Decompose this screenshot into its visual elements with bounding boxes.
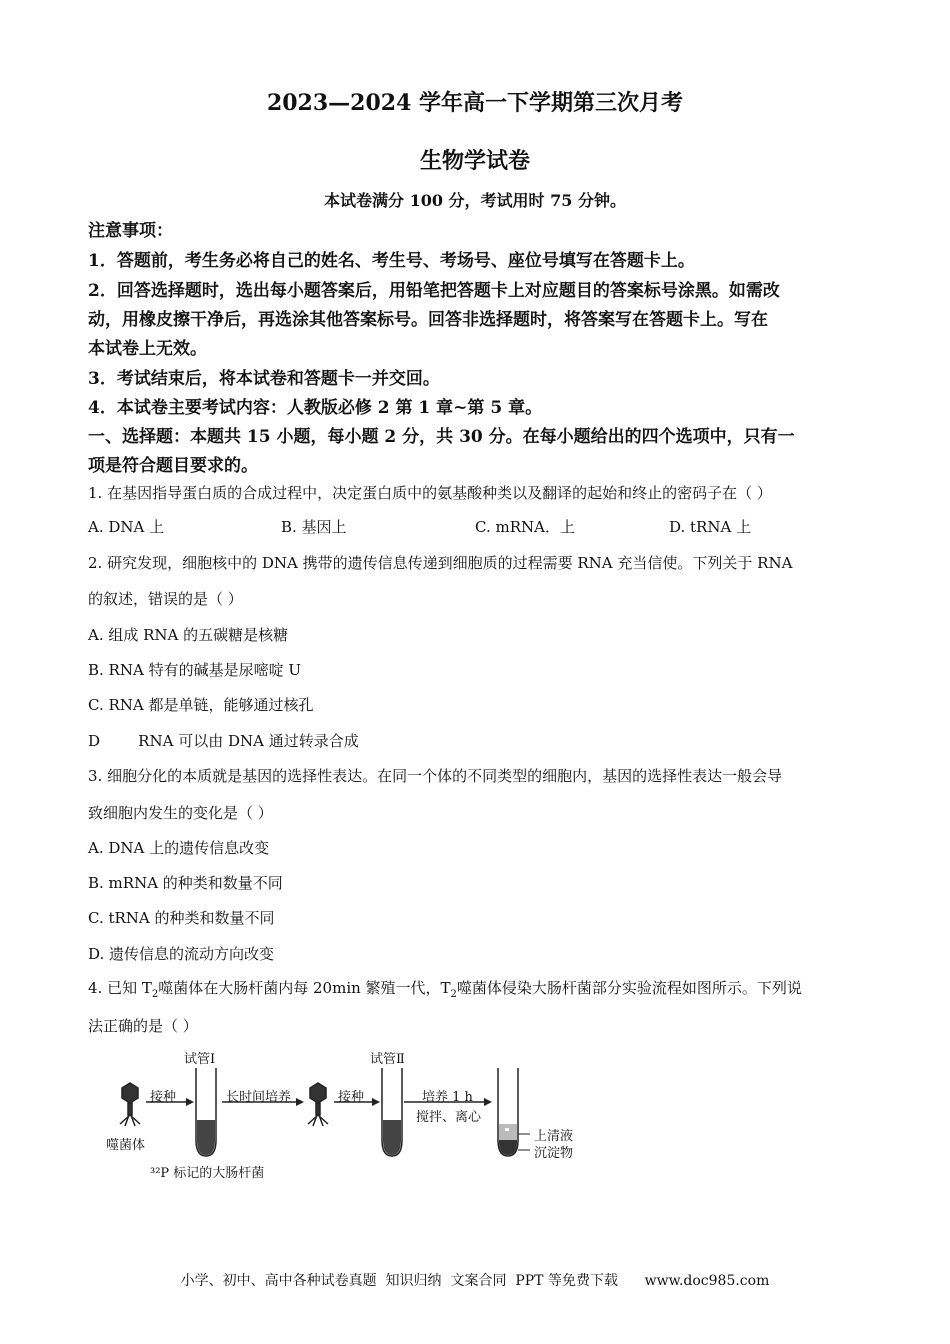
q4-text-c: 噬菌体侵染大肠杆菌部分实验流程如图所示。下列说 bbox=[456, 979, 802, 997]
test-tube-1 bbox=[196, 1068, 216, 1156]
q4-subscript: 2 bbox=[151, 989, 159, 1000]
q2-option-a: A. 组成 RNA 的五碳糖是核糖 bbox=[88, 626, 289, 644]
phage-icon bbox=[308, 1083, 328, 1126]
q2-option-b: B. RNA 特有的碱基是尿嘧啶 U bbox=[88, 661, 301, 679]
note-line: 4．本试卷主要考试内容：人教版必修 2 第 1 章~第 5 章。 bbox=[88, 398, 543, 418]
note-line: 2．回答选择题时，选出每小题答案后，用铅笔把答题卡上对应题目的答案标号涂黑。如需改 bbox=[88, 281, 780, 301]
step-stir-centrifuge: 搅拌、离心 bbox=[416, 1110, 482, 1125]
section-heading: 一、选择题：本题共 15 小题，每小题 2 分，共 30 分。在每小题给出的四个选项中，只有一 bbox=[88, 427, 795, 447]
q4-text-b: 噬菌体在大肠杆菌内每 20min 繁殖一代，T bbox=[158, 979, 451, 997]
centrifuge-tube bbox=[498, 1068, 530, 1156]
question-2-stem-cont: 的叙述，错误的是（ ） bbox=[88, 590, 243, 608]
question-4-stem bbox=[88, 977, 802, 1000]
q1-option-b: B. 基因上 bbox=[281, 518, 347, 536]
note-line: 本试卷上无效。 bbox=[88, 339, 207, 359]
section-heading-cont: 项是符合题目要求的。 bbox=[88, 456, 258, 476]
q4-subscript: 2 bbox=[450, 989, 457, 1000]
q2-option-c: C. RNA 都是单链，能够通过核孔 bbox=[88, 696, 314, 714]
q1-option-a: A. DNA 上 bbox=[88, 518, 165, 536]
q3-option-d: D. 遗传信息的流动方向改变 bbox=[88, 945, 275, 963]
step-inoculate-2: 接种 bbox=[338, 1090, 365, 1105]
q3-option-a: A. DNA 上的遗传信息改变 bbox=[88, 839, 270, 857]
step-culture-1h: 培养 1 h bbox=[422, 1090, 473, 1105]
exam-info: 本试卷满分 100 分，考试用时 75 分钟。 bbox=[324, 191, 626, 210]
note-line: 1．答题前，考生务必将自己的姓名、考生号、考场号、座位号填写在答题卡上。 bbox=[88, 251, 695, 271]
tube-1-label: 试管Ⅰ bbox=[184, 1052, 216, 1067]
q1-option-d: D. tRNA 上 bbox=[669, 518, 752, 536]
step-long-culture: 长时间培养 bbox=[226, 1090, 292, 1105]
test-tube-2 bbox=[382, 1068, 402, 1156]
question-3-stem-cont: 致细胞内发生的变化是（ ） bbox=[88, 804, 273, 822]
q3-option-b: B. mRNA 的种类和数量不同 bbox=[88, 874, 283, 892]
question-2-stem: 2. 研究发现，细胞核中的 DNA 携带的遗传信息传递到细胞质的过程需要 RNA 充当信使。下列关于 RNA bbox=[88, 554, 793, 572]
notes-heading: 注意事项： bbox=[88, 221, 173, 241]
q4-text-a: 4. 已知 T bbox=[88, 979, 152, 997]
note-line: 3．考试结束后，将本试卷和答题卡一并交回。 bbox=[88, 369, 440, 389]
exam-title: 2023—2024 学年高一下学期第三次月考 bbox=[266, 90, 684, 116]
q3-option-c: C. tRNA 的种类和数量不同 bbox=[88, 909, 275, 927]
q2-option-d: D RNA 可以由 DNA 通过转录合成 bbox=[88, 732, 359, 750]
note-line: 动，用橡皮擦干净后，再选涂其他答案标号。回答非选择题时，将答案写在答题卡上。写在 bbox=[88, 310, 768, 330]
bacteria-label: ³²P 标记的大肠杆菌 bbox=[150, 1166, 265, 1181]
phage-icon bbox=[120, 1083, 140, 1126]
question-4-stem-cont: 法正确的是（ ） bbox=[88, 1017, 198, 1035]
experiment-figure bbox=[100, 1040, 600, 1190]
q1-option-c: C. mRNA．上 bbox=[475, 518, 575, 536]
tube-2-label: 试管Ⅱ bbox=[370, 1052, 405, 1067]
question-3-stem: 3. 细胞分化的本质就是基因的选择性表达。在同一个体的不同类型的细胞内，基因的选择性表达一般会导 bbox=[88, 767, 783, 785]
supernatant-label: 上清液 bbox=[534, 1129, 574, 1144]
page-footer: 小学、初中、高中各种试卷真题 知识归纳 文案合同 PPT 等免费下载 www.doc985.com bbox=[180, 1273, 770, 1289]
step-inoculate-1: 接种 bbox=[150, 1090, 177, 1105]
question-1-stem: 1. 在基因指导蛋白质的合成过程中，决定蛋白质中的氨基酸种类以及翻译的起始和终止的密码子在（ ） bbox=[88, 484, 772, 502]
exam-subtitle: 生物学试卷 bbox=[419, 148, 530, 174]
phage-label: 噬菌体 bbox=[106, 1138, 146, 1153]
sediment-label: 沉淀物 bbox=[534, 1146, 574, 1161]
